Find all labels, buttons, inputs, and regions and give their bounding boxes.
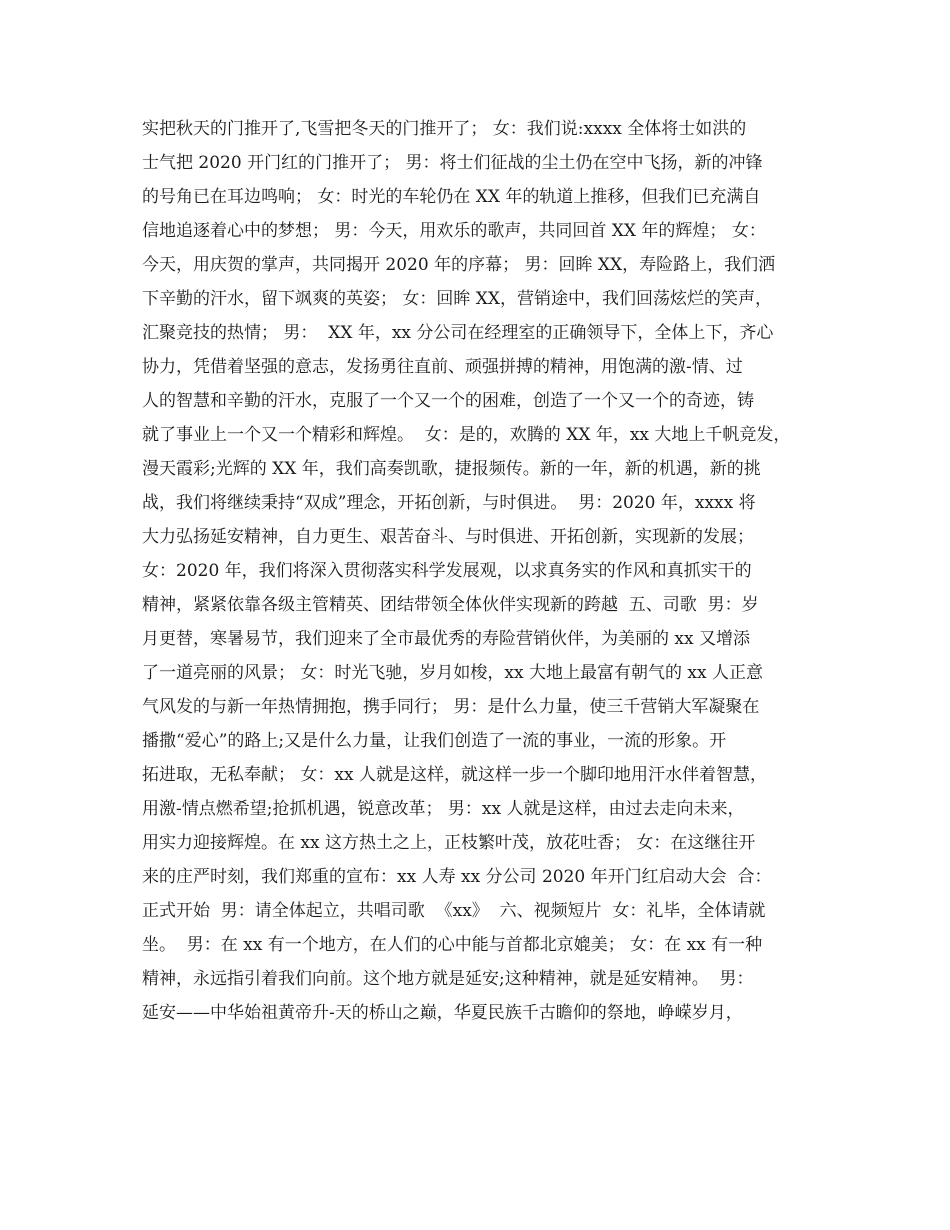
text-line: 拓进取，无私奉献； 女：xx 人就是这样，就这样一步一个脚印地用汗水伴着智慧， [142,765,767,785]
text-line: 月更替，寒暑易节，我们迎来了全市最优秀的寿险营销伙伴，为美丽的 xx 又增添 [142,629,750,649]
text-line: 大力弘扬延安精神，自力更生、艰苦奋斗、与时俱进、开拓创新，实现新的发展； [142,527,754,547]
text-line: 信地追逐着心中的梦想； 男：今天，用欢乐的歌声，共同回首 XX 年的辉煌； 女： [142,221,766,241]
body-text [142,112,832,1030]
text-line: 气风发的与新一年热情拥抱，携手同行； 男：是什么力量，使三千营销大军凝聚在 [142,697,760,717]
text-line: 的号角已在耳边鸣响； 女：时光的车轮仍在 XX 年的轨道上推移，但我们已充满自 [142,187,761,207]
text-line: 就了事业上一个又一个精彩和辉煌。 女：是的，欢腾的 XX 年，xx 大地上千帆竞发， [142,425,791,445]
text-line: 战，我们将继续秉持“双成”理念，开拓创新，与时俱进。 男：2020 年，xxxx 将 [142,493,756,513]
text-line: 汇聚竞技的热情； 男： XX 年，xx 分公司在经理室的正确领导下，全体上下，齐心 [142,323,774,343]
text-line: 女：2020 年，我们将深入贯彻落实科学发展观，以求真务实的作风和真抓实干的 [142,561,752,581]
text-line: 士气把 2020 开门红的门推开了； 男：将士们征战的尘土仍在空中飞扬，新的冲锋 [142,153,763,173]
text-line: 漫天霞彩;光辉的 XX 年，我们高奏凯歌，捷报频传。新的一年，新的机遇，新的挑 [142,459,761,479]
text-line: 播撒“爱心”的路上;又是什么力量，让我们创造了一流的事业，一流的形象。开 [142,731,727,751]
text-line: 人的智慧和辛勤的汗水，克服了一个又一个的困难，创造了一个又一个的奇迹，铸 [142,391,754,411]
text-line: 坐。 男：在 xx 有一个地方，在人们的心中能与首都北京媲美； 女：在 xx 有一种 [142,935,763,955]
text-line: 精神，紧紧依靠各级主管精英、团结带领全体伙伴实现新的跨越 五、司歌 男：岁 [142,595,759,615]
text-line: 了一道亮丽的风景； 女：时光飞驰，岁月如梭，xx 大地上最富有朝气的 xx 人正意 [142,663,763,683]
text-line: 用实力迎接辉煌。在 xx 这方热土之上，正枝繁叶茂，放花吐香； 女：在这继往开 [142,833,756,853]
text-line: 今天，用庆贺的掌声，共同揭开 2020 年的序幕； 男：回眸 XX，寿险路上，我们洒 [142,255,776,275]
text-line: 实把秋天的门推开了,飞雪把冬天的门推开了； 女：我们说:xxxx 全体将士如洪的 [142,119,747,139]
text-line: 正式开始 男：请全体起立，共唱司歌 《xx》 六、视频短片 女：礼毕，全体请就 [142,901,766,921]
text-line: 延安——中华始祖黄帝升-天的桥山之巅，华夏民族千古瞻仰的祭地，峥嵘岁月， [142,1003,743,1023]
text-line: 来的庄严时刻，我们郑重的宣布：xx 人寿 xx 分公司 2020 年开门红启动大会 合： [142,867,772,887]
text-line: 下辛勤的汗水，留下飒爽的英姿； 女：回眸 XX，营销途中，我们回荡炫烂的笑声， [142,289,773,309]
text-line: 用激-情点燃希望;抢抓机遇，锐意改革； 男：xx 人就是这样，由过去走向未来， [142,799,745,819]
text-line: 协力，凭借着坚强的意志，发扬勇往直前、顽强拼搏的精神，用饱满的激-情、过 [142,357,743,377]
text-line: 精神，永远指引着我们向前。这个地方就是延安;这种精神，就是延安精神。 男： [142,969,754,989]
